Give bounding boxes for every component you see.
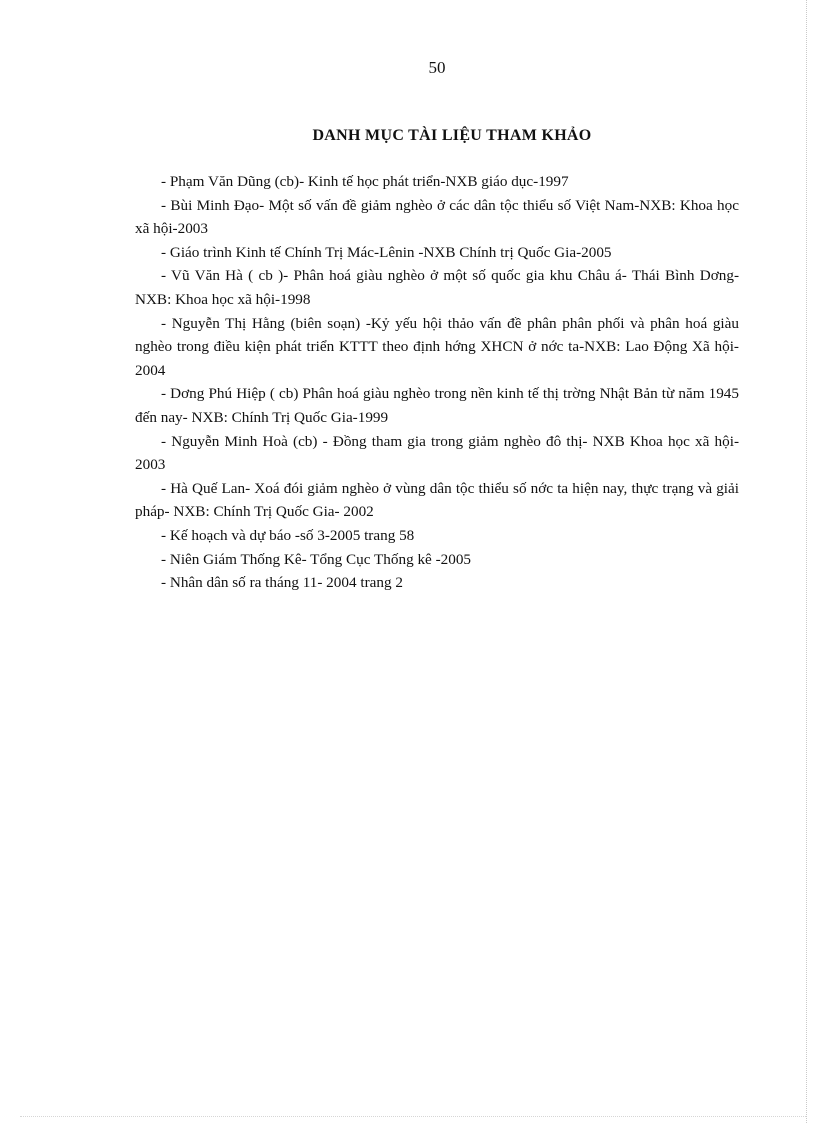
page-right-border bbox=[806, 0, 807, 1123]
reference-item: - Phạm Văn Dũng (cb)- Kinh tế học phát triển-NXB giáo dục-1997 bbox=[161, 173, 569, 190]
reference-item: - Nguyễn Minh Hoà (cb) - Đồng tham gia trong giảm nghèo đô thị- NXB Khoa học xã hội-2003 bbox=[135, 432, 739, 474]
reference-item: - Vũ Văn Hà ( cb )- Phân hoá giàu nghèo ở một số quốc gia khu Châu á- Thái Bình Dơng- NXB: Khoa học xã hội-1998 bbox=[135, 267, 739, 308]
reference-item: - Dơng Phú Hiệp ( cb) Phân hoá giàu nghèo trong nền kinh tế thị trờng Nhật Bản từ năm 1945 đến nay- NXB: Chính Trị Quốc Gia-1999 bbox=[135, 385, 739, 426]
reference-item: - Hà Quế Lan- Xoá đói giảm nghèo ở vùng dân tộc thiểu số nớc ta hiện nay, thực trạng và giải pháp- NXB: Chính Trị Quốc Gia- 2002 bbox=[135, 479, 739, 521]
reference-item: - Kế hoạch và dự báo -số 3-2005 trang 58 bbox=[161, 526, 415, 544]
reference-item: - Nhân dân số ra tháng 11- 2004 trang 2 bbox=[161, 574, 403, 592]
reference-item: - Giáo trình Kinh tế Chính Trị Mác-Lênin -NXB Chính trị Quốc Gia-2005 bbox=[161, 243, 612, 261]
reference-item: - Niên Giám Thống Kê- Tổng Cục Thống kê -2005 bbox=[161, 550, 472, 568]
reference-item: - Bùi Minh Đạo- Một số vấn đề giảm nghèo ở các dân tộc thiểu số Việt Nam-NXB: Khoa học xã hội-2003 bbox=[135, 196, 739, 238]
page-title: DANH MỤC TÀI LIỆU THAM KHẢO bbox=[312, 127, 592, 144]
reference-list bbox=[135, 170, 739, 595]
page-bottom-border bbox=[20, 1116, 806, 1117]
page-number: 50 bbox=[428, 58, 446, 77]
reference-item: - Nguyễn Thị Hằng (biên soạn) -Kỷ yếu hội thảo vấn đề phân phân phối và phân hoá giàu nghèo trong điều kiện phát triển KTTT theo định hớng XHCN ở nớc ta-NXB: Lao Động Xã hội-2004 bbox=[135, 314, 739, 379]
